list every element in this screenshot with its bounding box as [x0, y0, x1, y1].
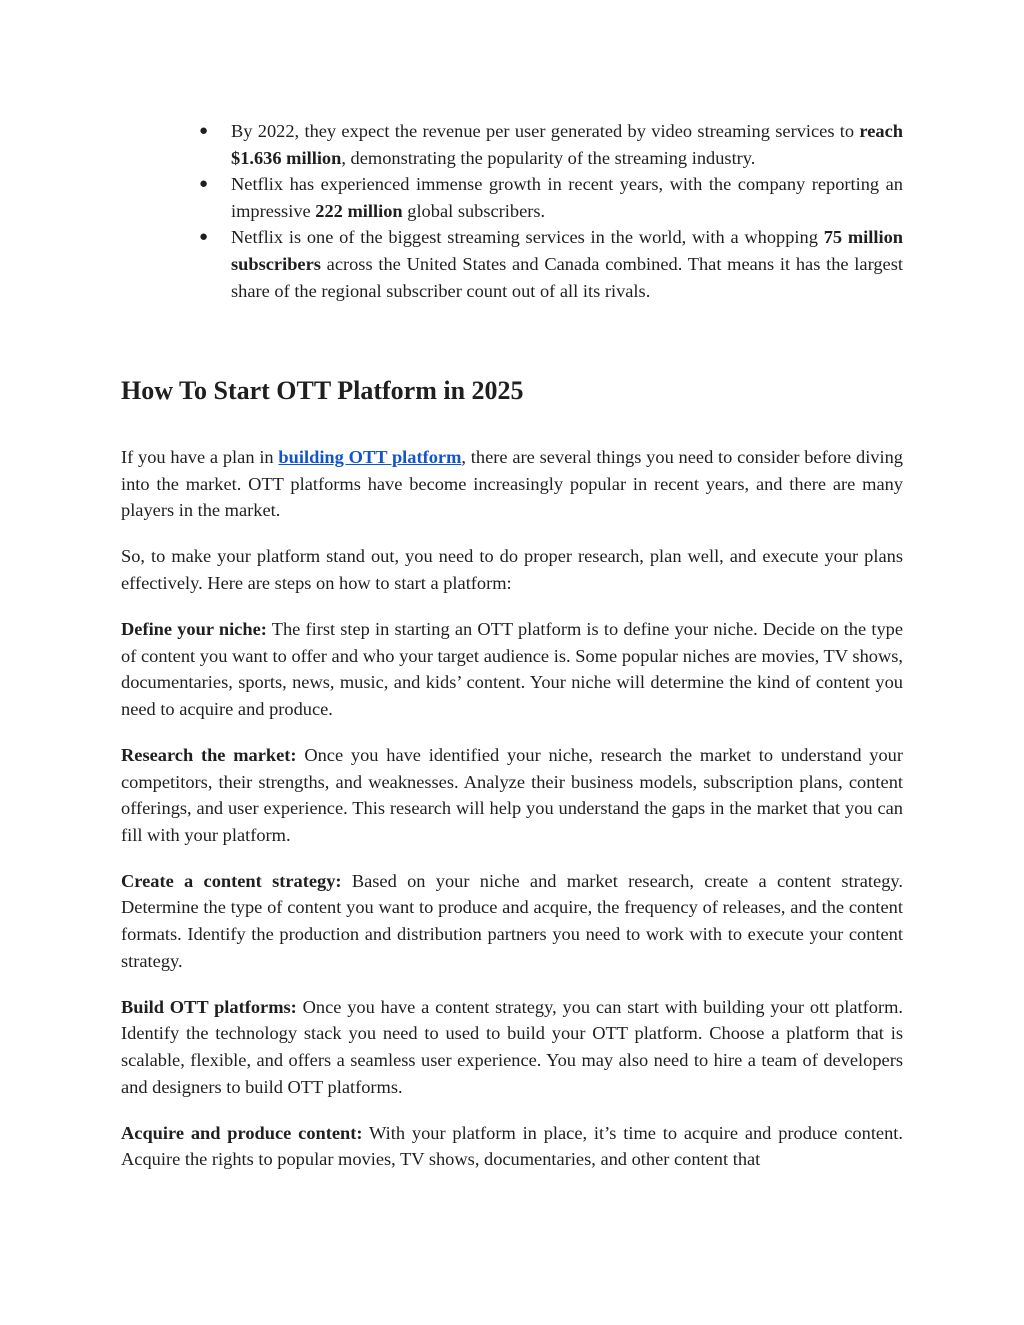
bullet-dot-icon: ● [199, 229, 209, 246]
bullet-emphasis: 222 million [315, 200, 403, 221]
step-title: Acquire and produce content: [121, 1122, 363, 1143]
bullet-item: ● Netflix is one of the biggest streaming services in the world, with a whopping 75 million subscribers across the United States and Canada combined. That means it has the largest share of the regional subscriber count out of all its rivals. [121, 224, 903, 304]
bullet-item: ● By 2022, they expect the revenue per user generated by video streaming services to reach $1.636 million, demonstrating the popularity of the streaming industry. [121, 118, 903, 171]
step-title: Build OTT platforms: [121, 996, 297, 1017]
step-paragraph-acquire-content: Acquire and produce content: With your platform in place, it’s time to acquire and produce content. Acquire the rights to popular movies, TV shows, documentaries, and other content that [121, 1122, 903, 1170]
bullet-dot-icon: ● [199, 176, 209, 193]
step-title: Create a content strategy: [121, 870, 342, 891]
document-page [121, 118, 903, 1173]
bullet-item: ● Netflix has experienced immense growth in recent years, with the company reporting an impressive 222 million global subscribers. [121, 171, 903, 224]
bullet-emphasis: 75 million subscribers [231, 227, 904, 274]
bullet-dot-icon: ● [199, 123, 209, 139]
steps-intro-paragraph: So, to make your platform stand out, you need to do proper research, plan well, and execute your plans effectively. Here are steps on how to start a platform: [121, 546, 903, 594]
step-title: Research the market: [121, 745, 297, 765]
stats-bullet-list [121, 118, 903, 304]
bullet-emphasis: reach $1.636 million [231, 121, 903, 168]
step-title: Define your niche: [121, 619, 267, 640]
step-paragraph-define-niche: Define your niche: The first step in starting an OTT platform is to define your niche. Decide on the type of content you want to offer and who your target audience is. Some popular niches are movies, TV shows, documentaries, sports, news, music, and kids’ content. Your niche will determine the kind of content you need to acquire and produce. [121, 619, 903, 719]
step-paragraph-build-platforms: Build OTT platforms: Once you have a content strategy, you can start with building your ott platform. Identify the technology stack you need to used to build your OTT platform. Choose a platform that is scalable, flexible, and offers a seamless user experience. You may also need to hire a team of developers and designers to build OTT platforms. [121, 996, 903, 1097]
step-paragraph-content-strategy: Create a content strategy: Based on your niche and market research, create a content strategy. Determine the type of content you want to produce and acquire, the frequency of releases, and the content formats. Identify the production and distribution partners you need to work with to execute your content strategy. [121, 870, 903, 971]
step-paragraph-research-market: Research the market: Once you have identified your niche, research the market to understand your competitors, their strengths, and weaknesses. Analyze their business models, subscription plans, content offerings, and user experience. This research will help you understand the gaps in the market that you can fill with your platform. [121, 745, 903, 845]
building-ott-platform-link[interactable]: building OTT platform [278, 447, 462, 468]
intro-paragraph: If you have a plan in building OTT platform, there are several things you need to consider before diving into the market. OTT platforms have become increasingly popular in recent years, and there are many players in the market. [121, 447, 903, 521]
section-heading: How To Start OTT Platform in 2025 [121, 376, 524, 406]
